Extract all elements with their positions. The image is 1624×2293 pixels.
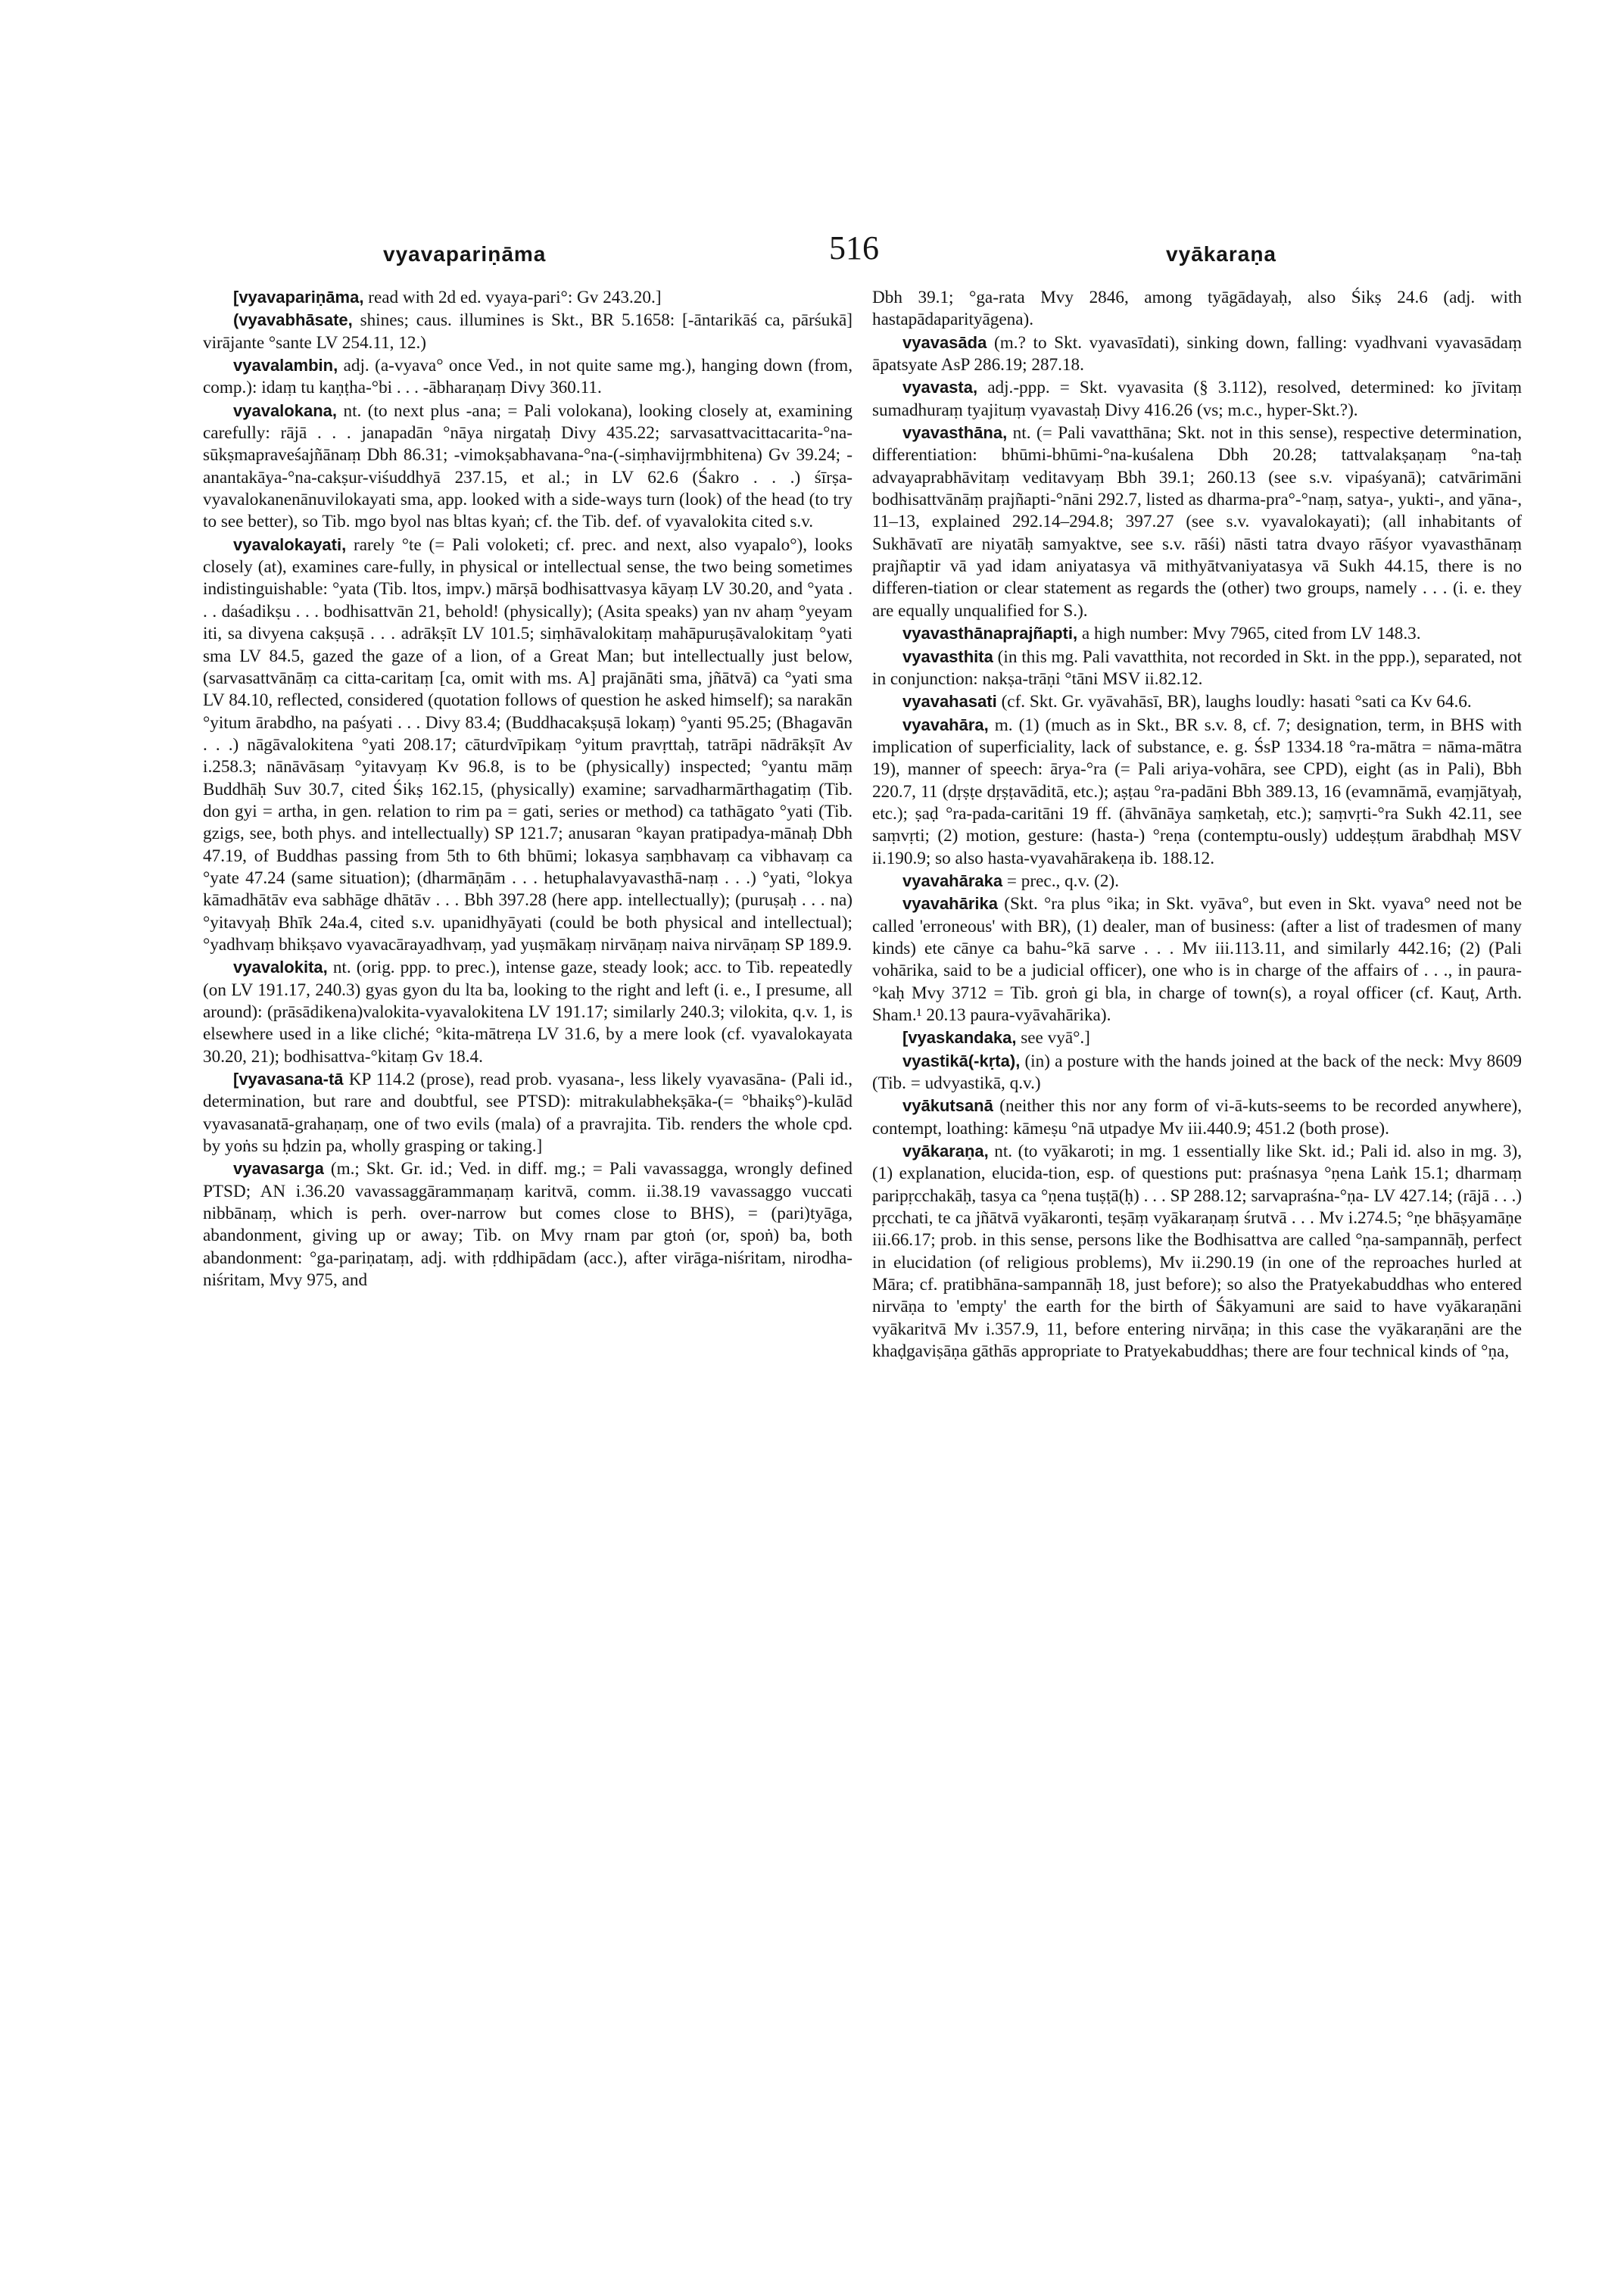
entry-text: (neither this nor any form of vi-ā-kuts-seems to be recorded anywhere), contempt, loathing: kāmeṣu °nā utpadye Mv iii.440.9; 451.2 (both prose).	[872, 1096, 1522, 1139]
entry-headword: vyavasarga	[233, 1159, 324, 1179]
entry-text: nt. (to next plus -ana; = Pali volokana), looking closely at, examining carefully: rājā . . . janapadān °nāya nirgataḥ Divy 435.22; sarvasattvacittacarita-°na-sūkṣmapraveśajñānaṃ Dbh 86.31; -vimokṣabhavana-°na-(-siṃhavijṛmbhitena) Gv 39.24; -anantakāya-°na-cakṣur-viśuddhyā 237.15, et al.; in LV 62.6 (Śakro . . .) śīrṣa-vyavalokanenānuvilokayati sma, app. looked with a side-ways turn (look) of the head (to try to see better), so Tib. mgo byol nas bltas kyaṅ; cf. the Tib. def. of vyavalokita cited s.v.	[203, 400, 853, 532]
entry-text: (in) a posture with the hands joined at the back of the neck: Mvy 8609 (Tib. = udvyastikā, q.v.)	[872, 1051, 1522, 1094]
entry-text: see vyā°.]	[1016, 1028, 1090, 1048]
entry-headword: vyākaraṇa,	[902, 1142, 989, 1161]
left-running-headword: vyavapariṇāma	[383, 242, 547, 266]
dictionary-entry	[872, 1140, 1522, 1363]
entry-headword: vyavalokayati,	[233, 534, 347, 554]
entry-text: KP 114.2 (prose), read prob. vyasana-, less likely vyavasāna- (Pali id., determination, but rare and doubtful, see PTSD): mitrakulabhekṣāka-(= °bhaikṣ°)-kulād vyavasanatā-grahaṇaṃ, one of two evils (mala) of a pravrajita. Tib. renders the whole cpd. by yoṅs su ḥdzin pa, wholly grasping or taking.]	[203, 1070, 853, 1157]
entry-text: shines; caus. illumines is Skt., BR 5.1658: [-āntarikāś ca, pārśukā] virājante °sante LV 254.11, 12.)	[203, 310, 853, 353]
dictionary-entry	[872, 690, 1522, 713]
right-running-headword: vyākaraṇa	[1166, 242, 1277, 266]
entry-text: (in this mg. Pali vavatthita, not recorded in Skt. in the ppp.), separated, not in conjunction: nakṣa-trāṇi °tāni MSV ii.82.12.	[872, 646, 1522, 689]
dictionary-entry	[203, 956, 853, 1068]
entry-text: m. (1) (much as in Skt., BR s.v. 8, cf. 7; designation, term, in BHS with implication of superficiality, lack of substance, e. g. ŚsP 1334.18 °ra-mātra = nāma-mātra 19), manner of speech: ārya-°ra (= Pali ariya-vohāra, see CPD), eight (as in Pali), Bbh 220.7, 11 (dṛṣṭe dṛṣṭavāditā, etc.); aṣṭau °ra-padāni Bbh 389.13, 16 (evamnāmā, evaṃjātyaḥ, etc.); ṣaḍ °ra-pada-caritāni 19 ff. (āhvānāya saṃketaḥ, etc.); saṃvṛti-°ra Sukh 42.11, see saṃvṛti; (2) motion, gesture: (hasta-) °reṇa (contemptu-ously) uddeṣṭum ārabdhaḥ MSV ii.190.9; so also hasta-vyavahārakeṇa ib. 188.12.	[872, 715, 1522, 868]
entry-headword: vyavahasati	[902, 692, 997, 712]
entry-headword: vyavahārika	[902, 894, 998, 914]
entry-headword: vyavalokita,	[233, 958, 328, 977]
dictionary-entry	[872, 893, 1522, 1027]
entry-text: nt. (= Pali vavatthāna; Skt. not in this sense), respective determination, differentiation: bhūmi-bhūmi-°na-kuśalena Dbh 20.28; tattvalakṣaṇaṃ °na-taḥ advayaprabhāvitaṃ veditavyaṃ Bbh 39.1; 260.13 (see s.v. vipaśyanā); catvārimāni bodhisattvānāṃ prajñapti-°nāni 292.7, listed as dharma-pra°-°naṃ, satya-, yukti-, and yāna-, 11–13, explained 292.14–294.8; 397.27 (see s.v. vyavalokayati); (all inhabitants of Sukhāvatī are niyatāḥ samyaktve, see s.v. rāśi) nāsti tatra dvayo rāśyor vyavasthānaṃ prajñaptir vā yad idam aniyatasya vā mithyātvaniyatasya vā Sukh 44.15, there is no differen-tiation or clear statement as regards the (other) two groups, namely . . . (i. e. they are equally unqualified for S.).	[872, 423, 1522, 621]
dictionary-entry	[872, 332, 1522, 377]
dictionary-entry	[872, 1027, 1522, 1049]
entry-headword: [vyavapariṇāma,	[233, 288, 364, 307]
dictionary-entry	[872, 870, 1522, 893]
entry-text: Dbh 39.1; °ga-rata Mvy 2846, among tyāgādayaḥ, also Śikṣ 24.6 (adj. with hastapādaparityāgena).	[872, 288, 1522, 330]
entry-headword: [vyavasana-tā	[233, 1070, 344, 1089]
entry-headword: vyavahāraka	[902, 871, 1003, 890]
left-column	[203, 286, 853, 1291]
entry-headword: vyākutsanā	[902, 1096, 993, 1116]
entry-headword: vyavasthānaprajñapti,	[902, 624, 1078, 643]
entry-text: (Skt. °ra plus °ika; in Skt. vyāva°, but even in Skt. vyava° need not be called 'erroneous' with BR), (1) dealer, man of business: (after a list of tradesmen of many kinds) ete cānye ca bahu-°kā sarve . . . Mv iii.113.11, and similarly 442.16; (2) (Pali vohārika, said to be a judicial officer), one who is in charge of the affairs of . . ., in paura-°kaḥ Mvy 3712 = Tib. groṅ gi bla, in charge of town(s), a royal officer (cf. Kauṭ, Arth. Sham.¹ 20.13 paura-vyāvahārika).	[872, 894, 1522, 1025]
entry-text: adj. (a-vyava° once Ved., in not quite same mg.), hanging down (from, comp.): idaṃ tu kaṇṭha-°bi . . . -ābharaṇaṃ Divy 360.11.	[203, 356, 853, 398]
dictionary-entry	[203, 400, 853, 534]
dictionary-entry	[872, 422, 1522, 622]
dictionary-entry-continuation	[872, 286, 1522, 332]
entry-text: a high number: Mvy 7965, cited from LV 148.3.	[1077, 624, 1421, 644]
dictionary-entry	[872, 714, 1522, 870]
dictionary-entry	[203, 1157, 853, 1291]
dictionary-entry	[203, 354, 853, 400]
entry-headword: vyastikā(-kṛta),	[902, 1051, 1021, 1070]
entry-text: = prec., q.v. (2).	[1002, 871, 1119, 891]
right-column	[872, 286, 1522, 1363]
dictionary-entry	[203, 1068, 853, 1157]
entry-headword: vyavahāra,	[902, 715, 989, 734]
dictionary-entry	[203, 309, 853, 354]
entry-headword: vyavasthita	[902, 646, 993, 666]
entry-headword: vyavasta,	[902, 378, 978, 397]
entry-headword: vyavasāda	[902, 332, 987, 352]
entry-text: adj.-ppp. = Skt. vyavasita (§ 3.112), resolved, determined: ko jīvitaṃ sumadhuraṃ tyajituṃ vyavastaḥ Divy 416.26 (vs; m.c., hyper-Skt.?).	[872, 378, 1522, 420]
dictionary-entry	[203, 534, 853, 957]
dictionary-entry	[872, 376, 1522, 422]
dictionary-entry	[872, 1095, 1522, 1140]
entry-headword: vyavalokana,	[233, 400, 337, 420]
dictionary-entry	[872, 622, 1522, 645]
entry-headword: vyavasthāna,	[902, 423, 1008, 443]
entry-text: (m.? to Skt. vyavasīdati), sinking down, falling: vyadhvani vyavasādaṃ āpatsyate AsP 286.19; 287.18.	[872, 332, 1522, 375]
dictionary-entry	[872, 646, 1522, 691]
entry-text: nt. (orig. ppp. to prec.), intense gaze, steady look; acc. to Tib. repeatedly (on LV 191.17, 240.3) gyas gyon du lta ba, looking to the right and left (i. e., I presume, all around): (prāsādikena)valokita-vyavalokitena LV 191.17; similarly 240.3; vilokita, q.v. 1, is elsewhere used in a like cliché; °kita-mātreṇa LV 31.6, by a mere look (cf. vyavalokayata 30.20, 21); bodhisattva-°kitaṃ Gv 18.4.	[203, 958, 853, 1067]
entry-text: read with 2d ed. vyaya-pari°: Gv 243.20.]	[363, 288, 662, 307]
dictionary-entry	[203, 286, 853, 309]
entry-headword: vyavalambin,	[233, 356, 338, 375]
entry-headword: (vyavabhāsate,	[233, 310, 353, 330]
entry-text: (m.; Skt. Gr. id.; Ved. in diff. mg.; = Pali vavassagga, wrongly defined PTSD; AN i.36.20 vavassaggārammaṇaṃ karitvā, comm. ii.38.19 vavassaggo vuccati nibbānaṃ, which is perh. over-narrow but comes close to BHS), = (pari)tyāga, abandonment, giving up or away; Tib. on Mvy rnam par gtoṅ (or, spoṅ) ba, both abandonment: °ga-pariṇataṃ, adj. with ṛddhipādam (acc.), after virāga-niśritam, nirodha-niśritam, Mvy 975, and	[203, 1159, 853, 1291]
entry-text: nt. (to vyākaroti; in mg. 1 essentially like Skt. id.; Pali id. also in mg. 3), (1) explanation, elucida-tion, esp. of questions put: praśnasya °ṇena Laṅk 15.1; dharmaṃ paripṛcchakāḥ, tasya ca °ṇena tuṣṭā(ḥ) . . . SP 288.12; sarvapraśna-°ṇa- LV 427.14; (rājā . . .) pṛcchati, te ca jñātvā vyākaronti, teṣāṃ vyākaraṇaṃ śrutvā . . . Mv i.274.5; °ṇe bhāṣyamāṇe iii.66.17; prob. in this sense, persons like the Bodhisattva are called °ṇa-sampannāḥ, perfect in elucidation (of religious problems), Mv ii.290.19 (in one of the reproaches hurled at Māra; cf. pratibhāna-sampannāḥ 18, just before); so also the Pratyekabuddhas who entered nirvāṇa to 'empty' the earth for the birth of Śākyamuni are said to have vyākaraṇāni vyākaritvā Mv i.357.9, 11, before entering nirvāṇa; in this case the vyākaraṇāni are the khaḍgaviṣāṇa gāthās appropriate to Pratyekabuddhas; there are four technical kinds of °ṇa,	[872, 1142, 1522, 1362]
dictionary-entry	[872, 1050, 1522, 1095]
entry-text: (cf. Skt. Gr. vyāvahāsī, BR), laughs loudly: hasati °sati ca Kv 64.6.	[996, 692, 1472, 712]
page-number: 516	[829, 229, 879, 266]
entry-headword: [vyaskandaka,	[902, 1028, 1017, 1048]
page-header	[203, 227, 1525, 273]
entry-text: rarely °te (= Pali voloketi; cf. prec. and next, also vyapalo°), looks closely (at), examines care-fully, in physical or intellectual sense, the two being sometimes indistinguishable: °yata (Tib. ltos, impv.) mārṣā bodhisattvasya kāyaṃ LV 30.20, and °yata . . . daśadikṣu . . . bodhisattvān 21, behold! (physically); (Asita speaks) yan nv ahaṃ °yeyam iti, sa divyena cakṣuṣā . . . adrākṣīt LV 101.5; siṃhāvalokitaṃ mahāpuruṣāvalokitaṃ °yati sma LV 84.5, gazed the gaze of a lion, of a Great Man; but intellectually just below, (sarvasattvānāṃ ca citta-caritaṃ [ca, omit with ms. A] prajānāti sma, jñātvā) ca °yati sma LV 84.10, reflected, considered (quotation follows of question he asked himself); sa narakān °yitum ārabdho, na paśyati . . . Divy 83.4; (Buddhacakṣuṣā lokaṃ) °yanti 95.25; (Bhagavān . . .) nāgāvalokitena °yati 208.17; cāturdvīpikaṃ °yitum pravṛttaḥ, tatrāpi nādrākṣīt Av i.258.3; nānāvāsaṃ °yitavyaṃ Kv 96.8, is to be (physically) inspected; °yantu māṃ Buddhāḥ Suv 30.7, cited Śikṣ 162.15, (physically) examine; sarvadharmārthagatiṃ (Tib. don gyi = artha, in gen. relation to rim pa = gati, series or method) ca tathāgato °yati (Tib. gzigs, see, both phys. and intellectually) SP 121.7; anusaran °kayan pratipadya-mānaḥ Dbh 47.19, of Buddhas passing from 5th to 6th bhūmi; lokasya saṃbhavaṃ ca vibhavaṃ ca °yate 47.24 (same situation); (dharmāṇām . . . hetuphalavyavasthā-naṃ . . .) °yati, °lokya kāmadhātāv eva sabhāge dhātāv . . . Bbh 397.28 (here app. intellectually); (puruṣaḥ . . . na) °yitavyaḥ Bhīk 24a.4, cited s.v. upanidhyāyati (could be both physical and intellectual); °yadhvaṃ bhikṣavo vyavacārayadhvaṃ, yad yuṣmākaṃ nirvāṇaṃ naiva nirvāṇaṃ SP 189.9.	[203, 534, 853, 955]
